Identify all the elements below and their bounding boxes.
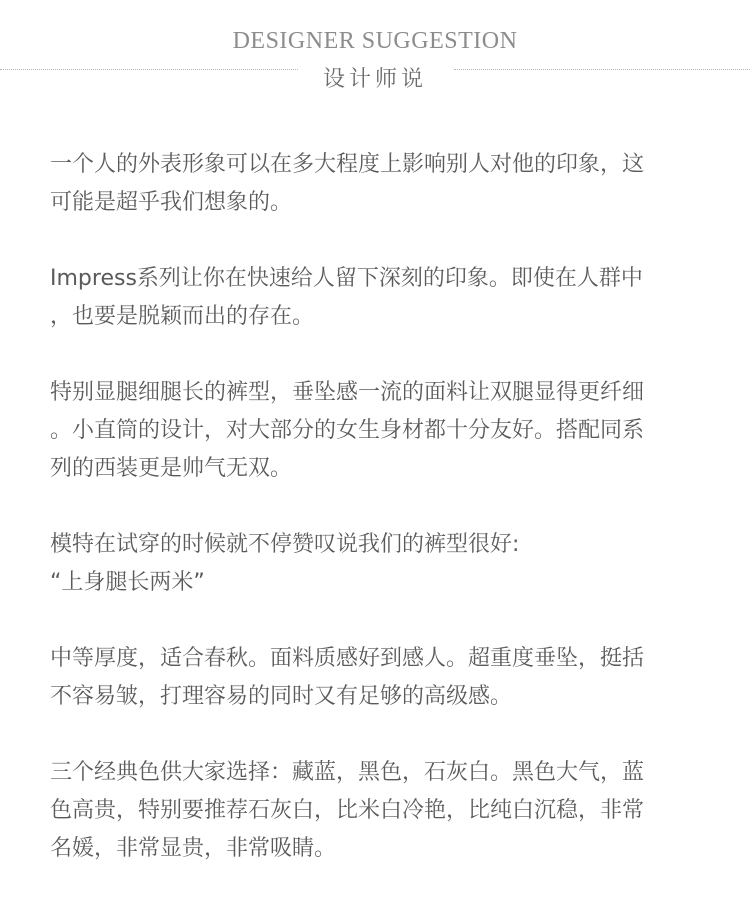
- text-line: 。小直筒的设计，对大部分的女生身材都十分友好。搭配同系: [50, 418, 645, 443]
- section-header: [0, 0, 750, 110]
- text-line: 三个经典色供大家选择：藏蓝，黑色，石灰白。黑色大气，蓝: [50, 760, 645, 785]
- text-line: 中等厚度，适合春秋。面料质感好到感人。超重度垂坠，挺括: [50, 646, 645, 671]
- paragraph: [50, 374, 702, 488]
- text-line: 模特在试穿的时候就不停赞叹说我们的裤型很好:: [50, 532, 520, 557]
- text-line: 不容易皱，打理容易的同时又有足够的高级感。: [50, 684, 513, 709]
- text-line: 可能是超乎我们想象的。: [50, 190, 293, 215]
- paragraph: [50, 640, 702, 716]
- text-line: 色高贵，特别要推荐石灰白，比米白冷艳，比纯白沉稳，非常: [50, 798, 645, 823]
- section-title-cn: 设计师说: [322, 67, 427, 92]
- paragraph: [50, 526, 702, 602]
- text-line: “上身腿长两米”: [50, 570, 205, 595]
- paragraph: [50, 754, 702, 868]
- article-body: [50, 146, 702, 906]
- paragraph: [50, 260, 702, 336]
- text-line: Impress系列让你在快速给人留下深刻的印象。即使在人群中: [50, 266, 643, 291]
- text-line: ，也要是脱颖而出的存在。: [50, 304, 315, 329]
- paragraph: [50, 146, 702, 222]
- text-line: 特别显腿细腿长的裤型，垂坠感一流的面料让双腿显得更纤细: [50, 380, 645, 405]
- text-line: 一个人的外表形象可以在多大程度上影响别人对他的印象，这: [50, 152, 645, 177]
- text-line: 列的西装更是帅气无双。: [50, 456, 293, 481]
- text-line: 名媛，非常显贵，非常吸睛。: [50, 836, 337, 861]
- section-title-en: DESIGNER SUGGESTION: [232, 28, 518, 54]
